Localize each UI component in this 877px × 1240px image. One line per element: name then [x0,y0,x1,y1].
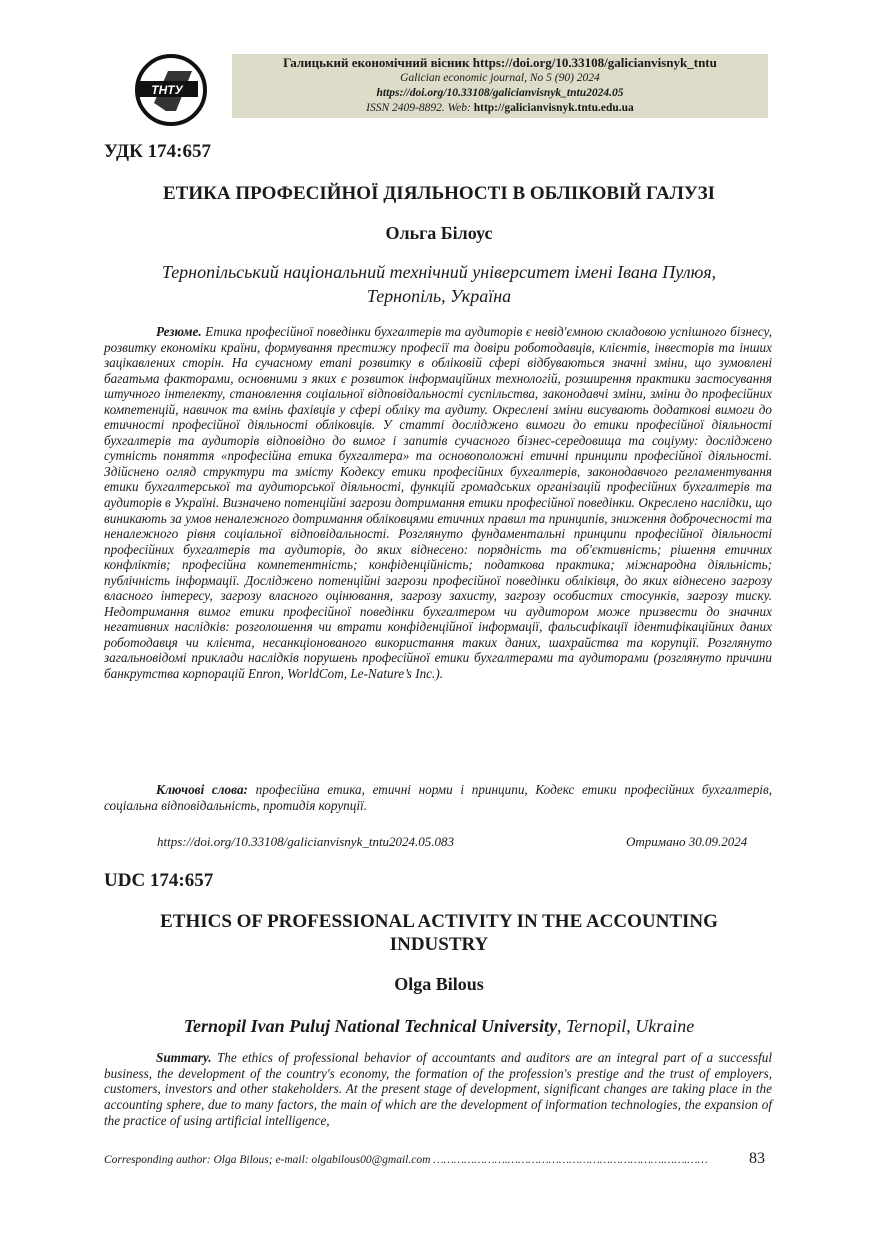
corresponding-author: Corresponding author: Olga Bilous; e-mail: olgabilous00@gmail.com ………………….……………………………………….…….…… [104,1154,708,1166]
author-ukr: Ольга Білоус [385,223,493,243]
received-date: Отримано 30.09.2024 [626,834,748,849]
author-eng: Olga Bilous [394,974,484,994]
journal-issn-line [232,101,768,116]
article-title-eng [104,910,774,956]
article-doi[interactable]: https://doi.org/10.33108/galicianvisnyk_tntu2024.05.083 [157,834,455,849]
abstract-ukr [104,324,772,682]
journal-web-link[interactable]: http://galicianvisnyk.tntu.edu.ua [473,102,634,114]
affiliation-ukr [104,260,774,308]
summary-lead: Summary. [156,1050,212,1065]
summary-eng [104,1050,772,1129]
affiliation-eng-university: Ternopil Ivan Puluj National Technical University [183,1016,557,1036]
title-eng-line1: ETHICS OF PROFESSIONAL ACTIVITY IN THE ACCOUNTING [160,911,718,932]
article-title-ukr: ЕТИКА ПРОФЕСІЙНОЇ ДІЯЛЬНОСТІ В ОБЛІКОВІЙ ГАЛУЗІ [162,183,715,204]
abstract-text: Етика професійної поведінки бухгалтерів та аудиторів є невід'ємною складовою успішного бізнесу, розвитку економіки країни, формування престижу професії та довіри роботодавців, клієнтів, інвесторів та інших зацікавлених сторін. На сучасному етапі розвитку в обліковій сфері відбуваються значні зміни, що зумовлені багатьма факторами, основними з яких є розвиток інформаційних технологій, розширення практики застосування штучного інтелекту, становлення соціальної відповідальності суспільства, законодавчі зміни, зміни до професійних компетенцій, навичок та вмінь фахівців у сфері обліку та аудиту. Окреслені зміни висувають додаткові вимоги до етичності професійної діяльності обліковців. У статті досліджено вимоги до етики професійної діяльності бухгалтерів та аудиторів відповідно до вимог і запитів сучасного бізнес-середовища та соціуму: досліджено сутність поняття «професійна етика бухгалтера» та основоположні етичні принципи професійної діяльності. Здійснено огляд структури та змісту Кодексу етики професійних бухгалтерів, законодавчого регламентування етики бухгалтерської та аудиторської діяльності, функцій громадських організацій професійних бухгалтерів та аудиторів в Україні. Визначено потенційні загрози дотримання етики професійної поведінки. Окреслено наслідки, що виникають за умов неналежного дотримання обліковцями етичних правил та принципів, зниження доброчесності та неналежного рівня соціальної відповідальності. Розглянуто фундаментальні принципи професійної діяльності професійних бухгалтерів та аудиторів, до яких віднесено: порядність та об'єктивність; рішення етичних конфліктів; професійна компетентність; конфіденційність; податкова практика; міжнародна діяльність; публічність інформації. Досліджено потенційні загрози професійної поведінки обліківця, до яких віднесено загрозу власного інтересу, загрозу власного оцінювання, загрозу захисту, загрозу особистих стосунків, загрозу тиску. Недотримання вимог етики професійної поведінки бухгалтером чи аудитором може призвести до значних негативних наслідків: розголошення чи втрати конфіденційної інформації, фальсифікації ідентифікаційних даних роботодавця чи клієнта, несанкціонованого використання таких даних, шахрайства та корупції. Розглянуто загальновідомі приклади наслідків порушень професійної етики бухгалтерами та аудиторами (розглянуто причини банкрутства корпорацій Enron, WorldCom, Le-Nature’s Inc.). [104,324,772,682]
affiliation-eng-location: , Ternopil, Ukraine [556,1016,695,1036]
journal-english-line: Galician economic journal, No 5 (90) 2024 [400,72,600,84]
journal-title-line: Галицький економічний вісник https://doi.org/10.33108/galicianvisnyk_tntu [283,55,717,70]
udc-ukr: УДК 174:657 [104,141,211,162]
summary-text: The ethics of professional behavior of accountants and auditors are an integral part of a successful business, the development of the country's economy, the formation of the profession's prestige and the trust of employers, customers, investors and other stakeholders. At the present stage of development, significant changes are taking place in the accounting sphere, due to many factors, the main of which are the development of information technologies, the expansion of the practice of using artificial intelligence, [104,1050,772,1128]
abstract-lead: Резюме. [156,324,202,339]
journal-info-box [232,54,768,118]
journal-doi-line: https://doi.org/10.33108/galicianvisnyk_tntu2024.05 [376,87,624,99]
affiliation-eng [104,1014,774,1038]
title-eng-line2: INDUSTRY [389,934,489,955]
issn-text: ISSN 2409-8892. Web: [366,102,471,114]
journal-logo [134,53,208,127]
keywords-lead: Ключові слова: [156,782,248,797]
keywords-ukr [104,782,772,813]
keywords-text: професійна етика, етичні норми і принципи, Кодекс етики професійних бухгалтерів, соціальна відповідальність, протидія корупції. [104,782,772,813]
affiliation-ukr-line2: Тернопіль, Україна [366,286,512,306]
udc-eng: UDC 174:657 [104,870,214,891]
page-number: 83 [749,1150,765,1167]
affiliation-ukr-line1: Тернопільський національний технічний університет імені Івана Пулюя, [161,262,717,282]
logo-text: ТНТУ [151,83,183,97]
